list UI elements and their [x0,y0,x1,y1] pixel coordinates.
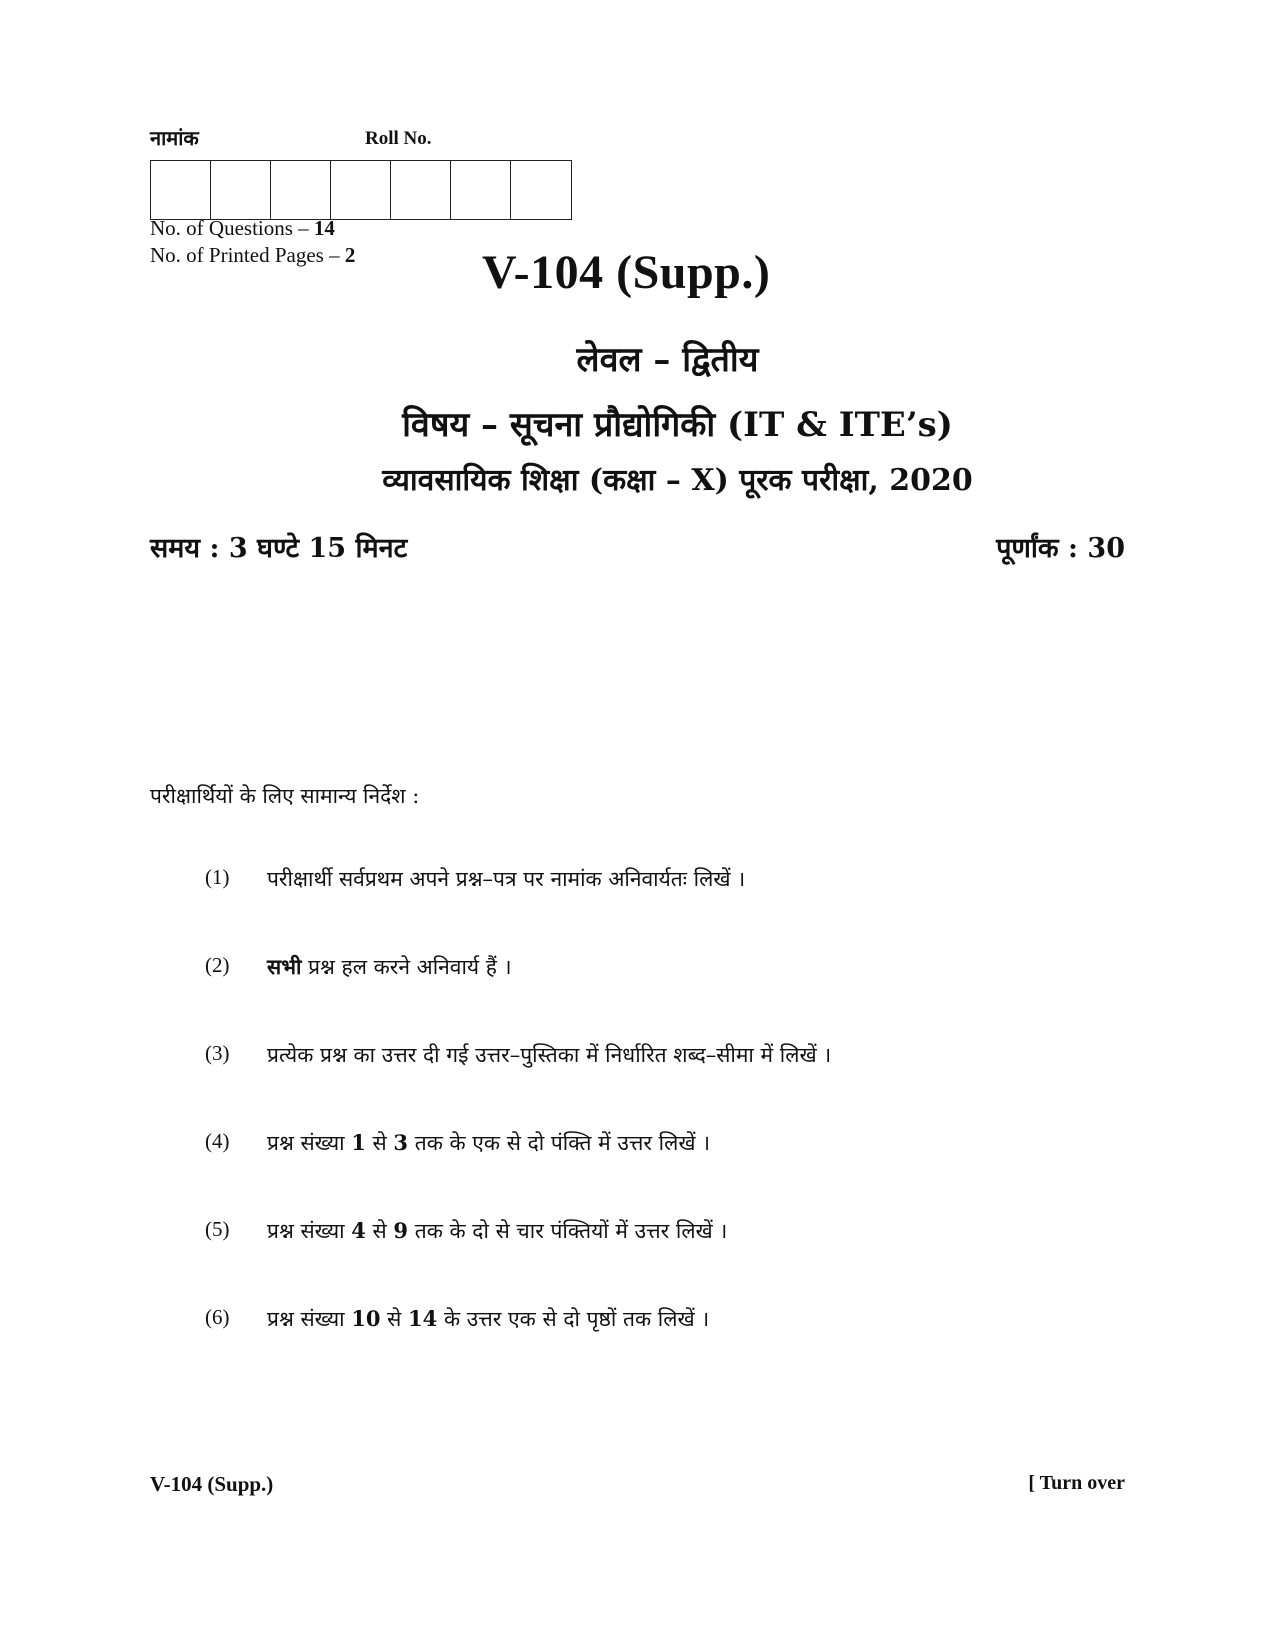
instruction-text: प्रश्न संख्या 4 से 9 तक के दो से चार पंक्तियों में उत्तर लिखें । [267,1218,728,1243]
roll-box[interactable] [211,161,271,219]
roll-box[interactable] [391,161,451,219]
roll-box[interactable] [451,161,511,219]
instruction-text: सभी प्रश्न हल करने अनिवार्य हैं । [267,954,512,979]
instructions-heading: परीक्षार्थियों के लिए सामान्य निर्देश : [150,784,420,808]
roll-label-english: Roll No. [365,128,432,149]
roll-box[interactable] [511,161,571,219]
instruction-item [205,953,1105,1041]
instruction-number: (1) [205,865,230,889]
max-marks: पूर्णांक : 30 [996,533,1125,564]
instruction-number: (3) [205,1041,230,1065]
roll-label-hindi: नामांक [150,126,199,150]
instruction-item [205,865,1105,953]
roll-number-boxes [150,160,572,220]
instruction-item [205,1129,1105,1217]
printed-pages-count: No. of Printed Pages – 2 [150,243,356,267]
instruction-number: (5) [205,1217,230,1241]
instruction-item [205,1217,1105,1305]
instruction-number: (4) [205,1129,230,1153]
instruction-text: प्रश्न संख्या 1 से 3 तक के एक से दो पंक्ति में उत्तर लिखें । [267,1130,711,1155]
instruction-text: प्रत्येक प्रश्न का उत्तर दी गई उत्तर–पुस्तिका में निर्धारित शब्द–सीमा में लिखें । [267,1043,832,1067]
subject-title: विषय – सूचना प्रौद्योगिकी (IT & ITE’s) [402,405,953,445]
exam-time: समय : 3 घण्टे 15 मिनट [150,533,408,564]
level-title: लेवल – द्वितीय [576,340,759,380]
turn-over-label: [ Turn over [1028,1472,1125,1494]
roll-box[interactable] [271,161,331,219]
exam-title: व्यावसायिक शिक्षा (कक्षा – X) पूरक परीक्षा, 2020 [382,463,973,498]
instruction-text: परीक्षार्थी सर्वप्रथम अपने प्रश्न–पत्र पर नामांक अनिवार्यतः लिखें । [267,867,746,891]
roll-box[interactable] [331,161,391,219]
instruction-item [205,1041,1105,1129]
roll-box[interactable] [151,161,211,219]
instructions-list [205,865,1105,1393]
instruction-text: प्रश्न संख्या 10 से 14 के उत्तर एक से दो पृष्ठों तक लिखें । [267,1306,710,1331]
instruction-item [205,1305,1105,1393]
instruction-number: (6) [205,1305,230,1329]
footer-paper-code: V-104 (Supp.) [150,1472,274,1496]
paper-code-title: V-104 (Supp.) [482,246,771,299]
questions-count: No. of Questions – 14 [150,216,335,240]
instruction-number: (2) [205,953,230,977]
